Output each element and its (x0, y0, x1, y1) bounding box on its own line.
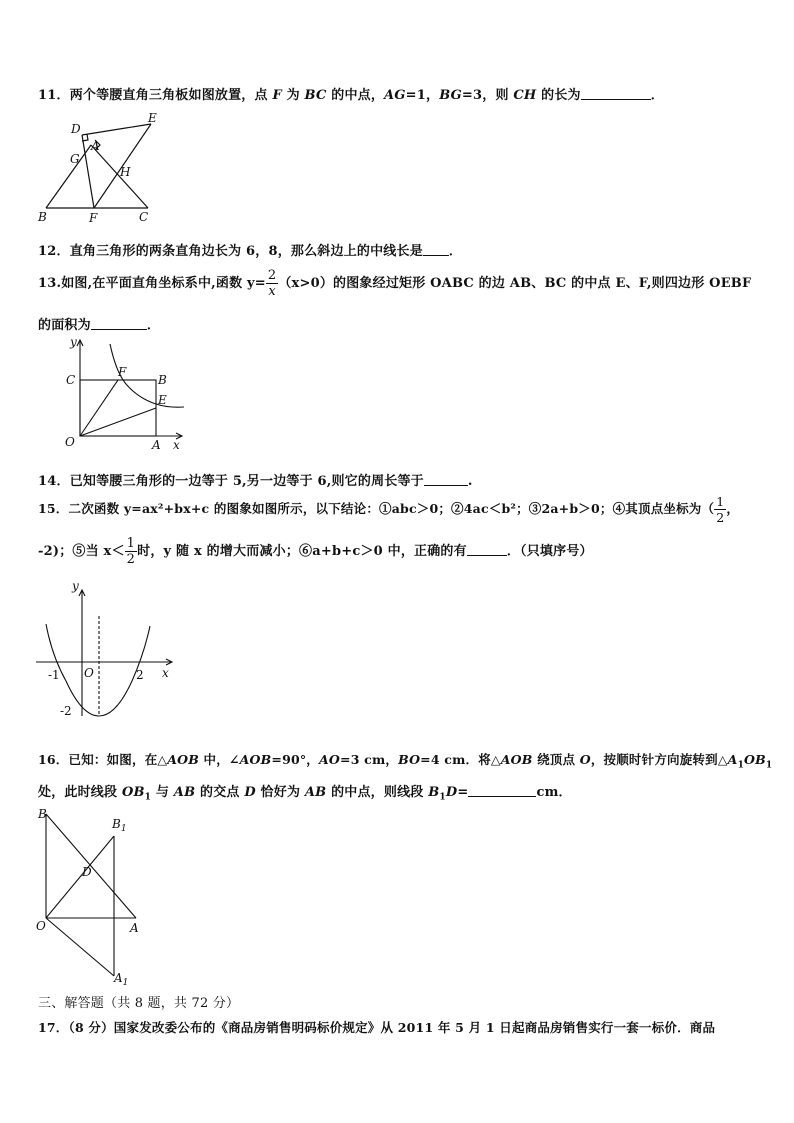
figure-q11 (34, 110, 164, 228)
label-B: B (38, 210, 47, 224)
figure-q15 (32, 576, 182, 724)
label-x: x (162, 666, 169, 680)
question-17: 17．（8 分）国家发改委公布的《商品房销售明码标价规定》从 2011 年 5 月 1 日起商品房销售实行一套一标价．商品 (38, 1020, 716, 1035)
fraction-one-half: $\frac{1}{2}$ (716, 494, 725, 525)
label-A: A (91, 139, 100, 153)
label-F: F (118, 365, 127, 379)
label-D: D (71, 122, 81, 136)
label-minus-2: -2 (60, 704, 72, 718)
label-G: G (70, 152, 80, 166)
label-A: A (152, 438, 161, 452)
answer-blank-14[interactable] (424, 473, 468, 486)
label-E: E (148, 111, 157, 125)
section-heading: 三、解答题（共 8 题，共 72 分） (38, 996, 240, 1011)
label-A1: $A_1$ (114, 971, 129, 988)
label-C: C (139, 210, 149, 224)
label-B: B (158, 373, 167, 387)
label-D: D (82, 865, 92, 879)
question-15-line2: -2)；⑤当 x＜ $\frac{1}{2}$ 时，y 随 x 的增大而减小；⑥a+b+c＞0 中，正确的有 ．（只填序号） (38, 536, 593, 567)
fraction-2-over-x: $\frac{2}{x}$ (267, 268, 277, 299)
label-E: E (158, 393, 167, 407)
question-12: 12．直角三角形的两条直角边长为 6，8，那么斜边上的中线长是 ． (38, 244, 463, 259)
question-14: 14．已知等腰三角形的一边等于 5,另一边等于 6,则它的周长等于 . (38, 474, 473, 489)
question-16: 16．已知：如图，在△AOB 中，∠AOB=90°，AO=3 cm，BO=4 cm．将△AOB 绕顶点 O，按顺时针方向旋转到$\triangle A_1OB_1$ (38, 752, 773, 771)
question-16-line2: 处，此时线段 $OB_1$ 与 AB 的交点 D 恰好为 AB 的中点，则线段 $B_1D=$ cm． (38, 785, 572, 803)
label-O: O (36, 919, 46, 933)
fraction-one-half-2: $\frac{1}{2}$ (126, 536, 136, 567)
label-O: O (65, 435, 75, 449)
label-A: A (130, 921, 139, 935)
label-minus-1: -1 (48, 668, 60, 682)
label-H: H (120, 165, 131, 179)
answer-blank-12[interactable] (423, 243, 449, 256)
label-C: C (66, 373, 76, 387)
label-2: 2 (136, 668, 144, 682)
question-13-line2: 的面积为 ． (38, 318, 161, 333)
question-15: 15．二次函数 y=ax²+bx+c 的图象如图所示，以下结论：①abc＞0；②4ac＜b²；③2a+b＞0；④其顶点坐标为（ $\frac{1}{2}$ ， (38, 494, 740, 525)
label-B: B (38, 807, 47, 821)
answer-blank-15[interactable] (467, 543, 507, 556)
answer-blank-13[interactable] (91, 317, 147, 330)
label-y: y (72, 579, 79, 593)
label-y: y (70, 336, 77, 349)
answer-blank-11[interactable] (581, 87, 651, 100)
figure-q16 (34, 804, 146, 990)
label-F: F (89, 211, 98, 225)
label-O: O (84, 666, 94, 680)
figure-q13 (58, 336, 190, 454)
question-11: 11．两个等腰直角三角板如图放置，点 F 为 BC 的中点，AG=1，BG=3，则 CH 的长为 ． (38, 88, 664, 103)
label-B1: $B_1$ (112, 817, 127, 834)
question-13: 13.如图,在平面直角坐标系中,函数 y= $\frac{2}{x}$ （x>0）的图象经过矩形 OABC 的边 AB、BC 的中点 E、F,则四边形 OEBF (38, 268, 752, 299)
answer-blank-16[interactable] (468, 784, 536, 797)
label-x: x (173, 438, 180, 452)
